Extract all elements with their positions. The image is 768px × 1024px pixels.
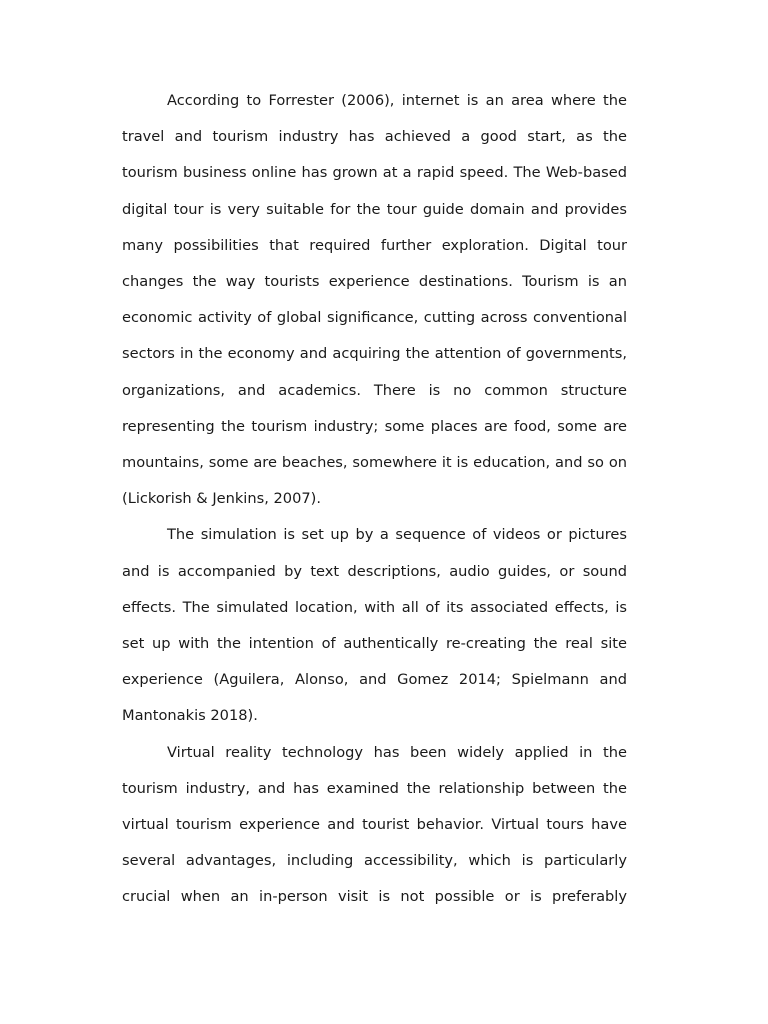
paragraph-virtual-reality: Virtual reality technology has been widely applied in the tourism industry, and has examined the relationship between the virtual tourism experience and tourist behavior. Virtual tours have several advantages, including accessibility, which is particularly crucial when an in-person visit is not possible or is preferably — [122, 743, 627, 906]
paragraph-forrester: According to Forrester (2006), internet is an area where the travel and tourism industry has achieved a good start, as the tourism business online has grown at a rapid speed. The Web-based digital tour is very suitable for the tour guide domain and provides many possibilities that required further exploration. Digital tour changes the way tourists experience destinations. Tourism is an economic activity of global significance, cutting across conventional sectors in the economy and acquiring the attention of governments, organizations, and academics. There is no common structure representing the tourism industry; some places are food, some are mountains, some are beaches, somewhere it is education, and so on (Lickorish & Jenkins, 2007). — [122, 92, 627, 508]
document-body — [122, 83, 627, 916]
paragraph-simulation: The simulation is set up by a sequence of videos or pictures and is accompanied by text descriptions, audio guides, or sound effects. The simulated location, with all of its associated effects, is set up with the intention of authentically re-creating the real site experience (Aguilera, Alonso, and Gomez 2014; Spielmann and Mantonakis 2018). — [122, 526, 627, 725]
